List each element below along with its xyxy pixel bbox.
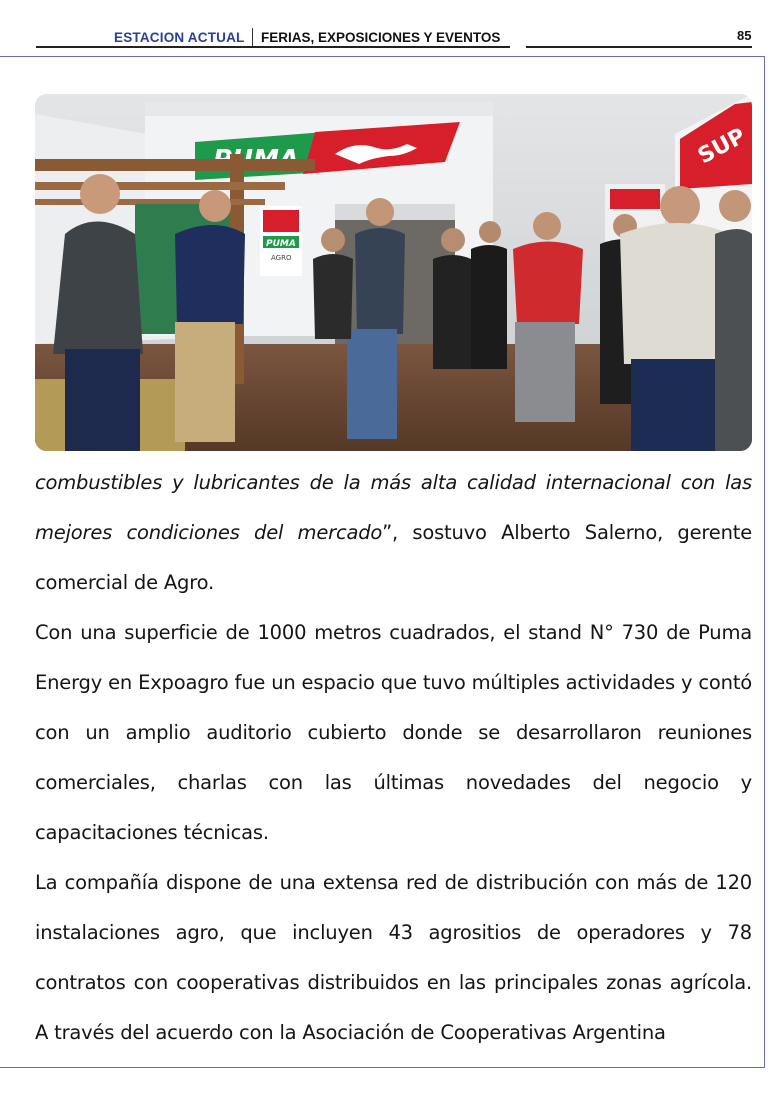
article-paragraph-3: La compañía dispone de una extensa red de distribución con más de 120 instalaciones agro, que incluyen 43 agrositios de operadores y 78 contratos con cooperativas distribuidos en las principales zonas agrícola. A través del acuerdo con la Asociación de Cooperativas Argentina bbox=[35, 871, 752, 1044]
section-name: ESTACION ACTUAL bbox=[114, 30, 245, 45]
event-photo-illustration bbox=[35, 94, 752, 451]
page-frame-bottom bbox=[0, 1067, 765, 1068]
page-number: 85 bbox=[737, 28, 752, 43]
header-rule-right bbox=[526, 46, 752, 48]
article-paragraph-2: Con una superficie de 1000 metros cuadrados, el stand N° 730 de Puma Energy en Expoagro fue un espacio que tuvo múltiples actividades y contó con un amplio auditorio cubierto donde se desarrollaron reuniones comerciales, charlas con las últimas novedades del negocio y capacitaciones técnicas. bbox=[35, 621, 752, 844]
event-photo bbox=[35, 94, 752, 451]
page-frame-top bbox=[0, 56, 765, 57]
right-sign-text: SUP bbox=[694, 123, 750, 170]
page-header bbox=[0, 0, 779, 60]
attribution-text: ”, sostuvo Alberto Salerno, gerente comercial de Agro. bbox=[35, 521, 752, 594]
inner-sign-text: PUMA bbox=[266, 239, 296, 249]
page-frame-right bbox=[764, 56, 765, 1067]
header-rule-left bbox=[36, 46, 510, 48]
pergola-beam bbox=[35, 159, 315, 171]
quote-text: combustibles y lubricantes de la más alta calidad internacional con las mejores condiciones del mercado bbox=[35, 471, 752, 544]
inner-sign-sub: AGRO bbox=[271, 254, 292, 262]
section-topic: FERIAS, EXPOSICIONES Y EVENTOS bbox=[261, 30, 501, 45]
article-body bbox=[35, 458, 752, 1058]
article-paragraph-1 bbox=[35, 458, 752, 608]
header-divider bbox=[252, 28, 253, 46]
